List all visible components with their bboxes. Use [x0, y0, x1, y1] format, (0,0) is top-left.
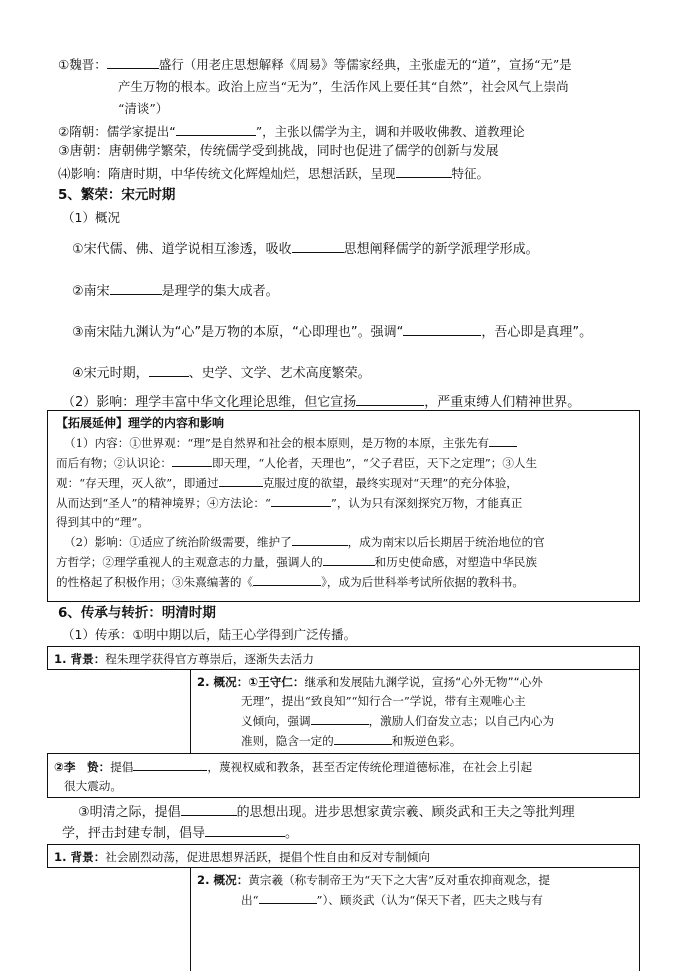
item-text: ④宋元时期， [72, 366, 149, 381]
blank [172, 453, 212, 467]
ext-text: （1）内容：①世界观：“理”是自然界和社会的根本原则，是万物的本原，主张先有 [64, 436, 490, 450]
overview-row-1 [190, 669, 640, 754]
item-text: 、史学、文学、艺术高度繁荣。 [188, 366, 371, 381]
ext-text: （2）影响：①适应了统治阶级需要，维护了 [64, 535, 292, 549]
cell-text: 黄宗羲（称专制帝王为“天下之大害”反对重农抑商观念，提 [248, 873, 550, 887]
item-text: 思想阐释儒学的新学派理学形成。 [343, 242, 539, 257]
ext-line [56, 493, 631, 513]
cell-text: 准则，隐含一定的 [241, 734, 334, 748]
blank [356, 392, 424, 406]
cell-line [197, 890, 633, 910]
item-text: ②南宋 [72, 284, 110, 299]
ext-line [56, 532, 631, 552]
ext-line [56, 473, 631, 493]
blank [205, 823, 285, 837]
sui-line [58, 122, 658, 141]
cell-text: 程朱理学获得官方尊崇后，逐渐失去活力 [105, 652, 314, 666]
ext-line [56, 453, 631, 473]
blank [334, 731, 392, 745]
cell-label: 2. 概况： [197, 675, 249, 689]
wei-jin-text: 盛行（用老庄思想解释《周易》等儒家经典，主张虚无的“道”，宣扬“无”是 [158, 57, 572, 72]
ext-text: 观：“存天理，灭人欲”，即通过 [56, 476, 219, 490]
song-item-4 [72, 363, 658, 383]
blank [133, 757, 207, 771]
blank [253, 572, 321, 586]
ext-text: 》，成为后世科举考试所依据的教科书。 [321, 575, 524, 589]
li-zhi-row [47, 753, 640, 798]
ext-text: 而后有物；②认识论： [56, 456, 172, 470]
ext-line [56, 433, 631, 453]
item-text: ③明清之际，提倡 [78, 805, 181, 820]
blank [149, 363, 189, 377]
cell-text: 出“ [241, 893, 259, 907]
ming-qing-line-2 [62, 823, 658, 843]
item-text: （2）影响：理学丰富中华文化理论思维，但它宣扬 [62, 395, 357, 410]
cell-text: ，激励人们奋发立志；以自己内心为 [368, 714, 555, 728]
item-text: ，严重束缚人们精神世界。 [424, 395, 581, 410]
cell-line [197, 731, 633, 751]
ext-line [56, 572, 631, 592]
influence-tail: 特征。 [451, 166, 490, 181]
blank [181, 802, 237, 816]
cell-text: 和叛逆色彩。 [391, 734, 462, 748]
item-text: 学，抨击封建专制，倡导 [62, 826, 206, 841]
ext-text: 从而达到“圣人”的精神境界；④方法论：“ [56, 496, 271, 510]
item-text: ，吾心即是真理”。 [481, 325, 593, 340]
ext-text: 和历史使命感，对塑造中华民族 [374, 555, 537, 569]
extension-box [47, 410, 640, 602]
extension-title: 【拓展延伸】理学的内容和影响 [56, 416, 225, 430]
item-text: ①宋代儒、佛、道学说相互渗透，吸收 [72, 242, 292, 257]
ext-text: 克服过度的欲望，最终实现对“天理”的充分体验， [262, 476, 518, 490]
section-5-sub1: （1）概况 [62, 210, 120, 225]
cell-text: 社会剧烈动荡，促进思想界活跃，提倡个性自由和反对专制倾向 [105, 850, 430, 864]
song-item-2 [72, 281, 658, 301]
cell-text: 很大震动。 [64, 779, 122, 793]
song-item-1 [72, 239, 658, 259]
wei-jin-line-3: “清谈”） [118, 101, 169, 116]
cell-label: 2. 概况： [197, 873, 249, 887]
influence-line [58, 164, 658, 183]
section-6-sub1: （1）传承：①明中期以后，陆王心学得到广泛传播。 [62, 627, 357, 642]
ext-text: ，成为南宋以后长期居于统治地位的官 [347, 535, 545, 549]
ext-text: 的性格起了积极作用；③朱熹编著的《 [56, 575, 254, 589]
overview-row-2 [190, 867, 640, 971]
ext-text: 即天理，“人伦者，天理也”，“父子君臣，天下之定理”；③人生 [211, 456, 538, 470]
cell-line [197, 711, 633, 731]
blank [323, 552, 375, 566]
ext-text: 方哲学；②理学重视人的主观意志的力量，强调人的 [56, 555, 323, 569]
section-5-sub2 [62, 392, 658, 412]
background-row-1 [47, 646, 640, 670]
ext-text: ”，认为只有深刻探究万物，才能真正 [330, 496, 523, 510]
item-text: 。 [285, 826, 299, 841]
ext-text: 得到其中的“理”。 [56, 515, 150, 529]
blank [292, 239, 344, 253]
blank [259, 890, 317, 904]
ext-line [56, 552, 631, 572]
blank [176, 122, 256, 136]
blank [403, 322, 481, 336]
blank [396, 164, 452, 178]
section-5-heading: 5、繁荣：宋元时期 [58, 187, 176, 203]
influence-text: ⑷影响：隋唐时期，中华传统文化辉煌灿烂，思想活跃，呈现 [58, 166, 396, 181]
wei-jin-line-2: 产生万物的根本。政治上应当“无为”，生活作风上要任其“自然”，社会风气上崇尚 [118, 79, 569, 94]
blank [219, 473, 263, 487]
cell-label: ②李 贽： [54, 760, 111, 774]
song-item-3 [72, 322, 658, 342]
background-row-2 [47, 844, 640, 868]
blank [311, 711, 369, 725]
cell-text: 无理”，提出“致良知”“知行合一”学说，带有主观唯心主 [241, 694, 526, 708]
cell-text: 义倾向，强调 [241, 714, 311, 728]
cell-text: 继承和发展陆九渊学说，宣扬“心外无物”“心外 [304, 675, 543, 689]
section-6-heading: 6、传承与转折：明清时期 [58, 605, 216, 621]
cell-text: ”）、顾炎武（认为“保天下者，匹夫之贱与有 [316, 893, 543, 907]
wei-jin-label: ①魏晋： [58, 57, 107, 72]
blank [489, 433, 517, 447]
sui-text: ”，主张以儒学为主，调和并吸收佛教、道教理论 [255, 124, 525, 139]
blank [271, 493, 331, 507]
cell-label: ①王守仁： [248, 675, 305, 689]
sui-label: ②隋朝：儒学家提出“ [58, 124, 176, 139]
item-text: ③南宋陆九渊认为“心”是万物的本原，“心即理也”。强调“ [72, 325, 404, 340]
cell-label: 1. 背景： [54, 652, 106, 666]
blank [292, 532, 348, 546]
item-text: 的思想出现。进步思想家黄宗羲、顾炎武和王夫之等批判理 [236, 805, 575, 820]
blank [110, 281, 162, 295]
item-text: 是理学的集大成者。 [161, 284, 279, 299]
cell-text: 提倡 [110, 760, 134, 774]
ext-line [56, 513, 631, 532]
cell-label: 1. 背景： [54, 850, 106, 864]
ming-qing-line-1 [78, 802, 658, 822]
tang-line: ③唐朝：唐朝佛学繁荣，传统儒学受到挑战，同时也促进了儒学的创新与发展 [58, 144, 499, 159]
blank [107, 55, 159, 69]
wei-jin-line [58, 55, 658, 74]
cell-text: ，蔑视权威和教条，甚至否定传统伦理道德标准，在社会上引起 [207, 760, 533, 774]
